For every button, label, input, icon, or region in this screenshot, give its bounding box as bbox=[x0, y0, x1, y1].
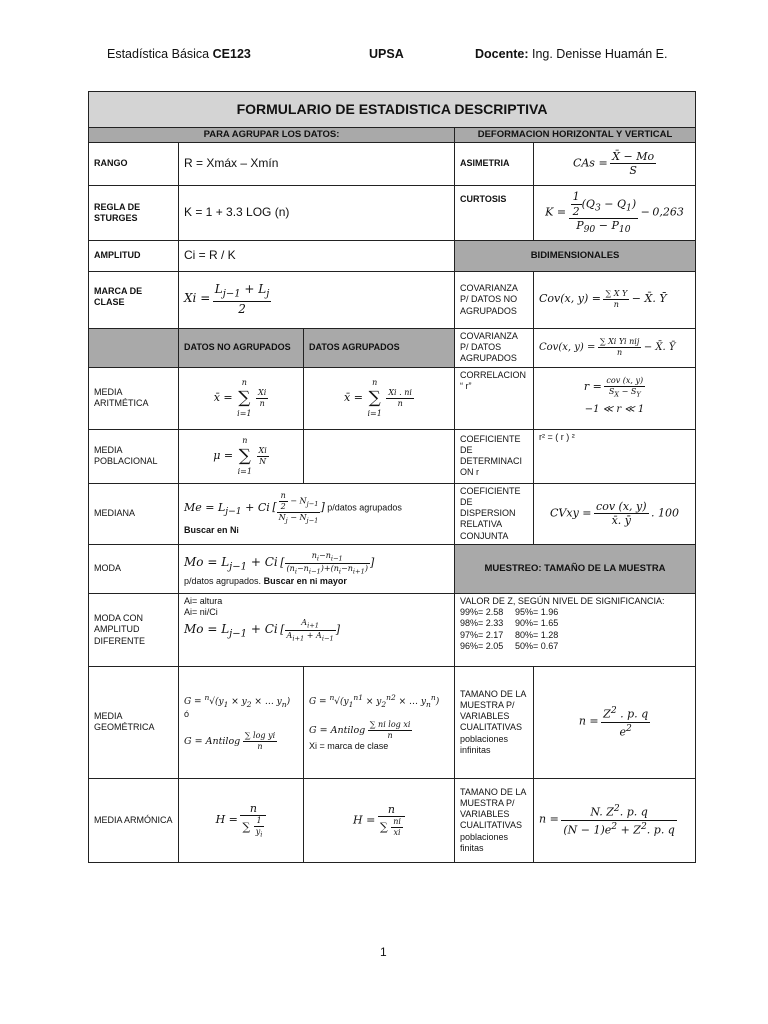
right-section-header: DEFORMACION HORIZONTAL Y VERTICAL bbox=[455, 128, 696, 143]
asimetria-formula: CAs = $\frac{X̄ - Mo}{S}$ bbox=[534, 142, 696, 185]
media-armonica-agrupados-formula: H = n ∑ $\frac{ni}{xi}$ bbox=[304, 778, 455, 862]
muestra-infinita-label: TAMANO DE LA MUESTRA P/ VARIABLES CUALITATIVAS poblaciones infinitas bbox=[455, 666, 534, 778]
determinacion-label: COEFICIENTE DE DETERMINACI ON r bbox=[455, 429, 534, 483]
moda-amplitud-line1: Ai= altura bbox=[184, 595, 223, 606]
covarianza-agrupados-formula: Cov(x, y) = $\frac{\text{∑ Xi Yi nij}}{n}$ − X̄. Ȳ bbox=[534, 328, 696, 367]
amplitud-formula: Ci = R / K bbox=[179, 240, 455, 271]
curtosis-label: CURTOSIS bbox=[455, 185, 534, 240]
muestra-infinita-formula: n = $\frac{Z^2 . p. q}{e^2}$ bbox=[534, 666, 696, 778]
moda-search-suffix: mayor bbox=[319, 575, 347, 586]
rango-formula: R = Xmáx – Xmín bbox=[179, 142, 455, 185]
marca-clase-label: MARCA DE CLASE bbox=[89, 271, 179, 328]
z-value: 97%= 2.17 bbox=[460, 629, 504, 640]
media-geometrica-no-agrupados-formula: $G = ^n√(y_1 \times y_2$ × … $y_n$) ó G = Antilog $\frac{\text{∑ log yi}}{n}$ bbox=[179, 666, 304, 778]
z-value: 99%= 2.58 bbox=[460, 607, 504, 618]
formulary-title: FORMULARIO DE ESTADISTICA DESCRIPTIVA bbox=[89, 92, 696, 128]
marca-clase-formula: Xi = $\frac{L_{j-1} + L_j}{2}$ bbox=[179, 271, 455, 328]
media-poblacional-formula: μ = n ∑ i=1 $\frac{Xi}{N}$ bbox=[179, 429, 304, 483]
media-poblacional-label: MEDIA POBLACIONAL bbox=[89, 429, 179, 483]
covarianza-no-agrupados-formula: Cov(x, y) = $\frac{\text{∑ X Y}}{n}$ − X̄. Ȳ bbox=[534, 271, 696, 328]
mediana-note: p/datos agrupados bbox=[327, 502, 402, 513]
correlacion-quote: “ r” bbox=[460, 380, 472, 391]
col-agrupados-header: DATOS AGRUPADOS bbox=[304, 328, 455, 367]
z-value: 96%= 2.05 bbox=[460, 640, 504, 651]
media-geometrica-xi-note: Xi = marca de clase bbox=[309, 740, 389, 751]
sturges-label: REGLA DE STURGES bbox=[89, 185, 179, 240]
muestra-finita-formula: n = $\frac{N. Z^2. p. q}{(N - 1)e^2 + Z^2. p. q}$ bbox=[534, 778, 696, 862]
course-header bbox=[107, 47, 251, 61]
mediana-search: Buscar en N bbox=[184, 525, 237, 536]
formulary-table bbox=[88, 91, 696, 863]
moda-label: MODA bbox=[89, 544, 179, 593]
university-header bbox=[369, 47, 404, 61]
muestra-finita-label: TAMANO DE LA MUESTRA P/ VARIABLES CUALITATIVAS poblaciones finitas bbox=[455, 778, 534, 862]
determinacion-formula: r² = ( r ) ² bbox=[534, 429, 696, 483]
media-aritmetica-label: MEDIA ARITMÉTICA bbox=[89, 367, 179, 429]
media-geometrica-label: MEDIA GEOMÉTRICA bbox=[89, 666, 179, 778]
dispersion-label: COEFICIENTE DE DISPERSION RELATIVA CONJUNTA bbox=[455, 483, 534, 544]
z-values-title: VALOR DE Z, SEGÚN NIVEL DE SIGNIFICANCIA: bbox=[460, 595, 665, 606]
z-values-cell bbox=[455, 593, 696, 666]
z-value: 50%= 0.67 bbox=[515, 640, 559, 651]
moda-amplitud-formula: Ai= altura Ai= ni/Ci $Mo = L_{j-1} + Ci$ [ $\frac{A_{i+1}}{A_{i+1} + A_{i-1}}$ ] bbox=[179, 593, 455, 666]
covarianza-no-agrupados-label: COVARIANZA P/ DATOS NO AGRUPADOS bbox=[455, 271, 534, 328]
bidimensionales-header: BIDIMENSIONALES bbox=[455, 240, 696, 271]
mediana-label: MEDIANA bbox=[89, 483, 179, 544]
media-armonica-no-agrupados-formula: H = n ∑ $\frac{1}{y_i}$ bbox=[179, 778, 304, 862]
moda-formula: $Mo = L_{j-1} + Ci$ [ $\frac{n_i-n_{i-1}}{(n_i-n_{i-1})+(n_i-n_{i+1})}$ ] p/datos agrupados. Buscar en ni mayor bbox=[179, 544, 455, 593]
media-aritmetica-no-agrupados-formula: x̄ = n ∑ i=1 $\frac{Xi}{n}$ bbox=[179, 367, 304, 429]
university-name: UPSA bbox=[369, 47, 404, 61]
course-prefix: Estadística Básica bbox=[107, 47, 210, 61]
rango-label: RANGO bbox=[89, 142, 179, 185]
sturges-formula: K = 1 + 3.3 LOG (n) bbox=[179, 185, 455, 240]
media-aritmetica-agrupados-formula: x̄ = n ∑ i=1 $\frac{Xi . ni}{n}$ bbox=[304, 367, 455, 429]
amplitud-label: AMPLITUD bbox=[89, 240, 179, 271]
curtosis-formula: K = $\frac{1}{2}$ $(Q_3 - Q_1)$ $P_{90} - P_{10}$ − 0,263 bbox=[534, 185, 696, 240]
z-value: 90%= 1.65 bbox=[515, 618, 559, 629]
teacher-header bbox=[475, 47, 667, 61]
correlacion-title: CORRELACION bbox=[460, 369, 527, 380]
z-value: 80%= 1.28 bbox=[515, 629, 559, 640]
gray-cell bbox=[89, 328, 179, 367]
muestreo-header: MUESTREO: TAMAÑO DE LA MUESTRA bbox=[455, 544, 696, 593]
empty-cell bbox=[304, 429, 455, 483]
moda-amplitud-label: MODA CON AMPLITUD DIFERENTE bbox=[89, 593, 179, 666]
dispersion-formula: CVxy = $\frac{\text{cov (x, y)}}{x̄. ȳ}$ . 100 bbox=[534, 483, 696, 544]
correlacion-label bbox=[455, 367, 534, 429]
dispersion-factor: . 100 bbox=[651, 506, 680, 520]
asimetria-label: ASIMETRIA bbox=[455, 142, 534, 185]
media-geometrica-or: ó bbox=[184, 708, 190, 719]
col-no-agrupados-header: DATOS NO AGRUPADOS bbox=[179, 328, 304, 367]
moda-search: Buscar en n bbox=[263, 575, 316, 586]
left-section-header: PARA AGRUPAR LOS DATOS: bbox=[89, 128, 455, 143]
moda-amplitud-line2: Ai= ni/Ci bbox=[184, 607, 218, 618]
teacher-name: Ing. Denisse Huamán E. bbox=[531, 47, 668, 61]
page-number: 1 bbox=[380, 945, 387, 959]
media-geometrica-agrupados-formula: $G = ^n√(y_1^{n1} \times y_2^{n2}$ × … $y_n^n$) G = Antilog $\frac{\text{∑ ni log xi}}{n}$ Xi = marca de clase bbox=[304, 666, 455, 778]
correlacion-formula: r = $\frac{\text{cov (x, y)}}{S_X - S_Y}$ −1 ≪ r ≪ 1 bbox=[534, 367, 696, 429]
z-value: 95%= 1.96 bbox=[515, 607, 559, 618]
course-code: CE123 bbox=[212, 47, 251, 61]
covarianza-agrupados-label: COVARIANZA P/ DATOS AGRUPADOS bbox=[455, 328, 534, 367]
mediana-formula: $Me = L_{j-1} + Ci$ [ $\frac{n}{2}$ − $N_{j-1}$ $N_j - N_{j-1}$ ] p/datos agrupados Buscar en Ni bbox=[179, 483, 455, 544]
moda-note: p/datos agrupados. bbox=[184, 575, 262, 586]
teacher-label: Docente: bbox=[475, 47, 529, 61]
curtosis-constant: 0,263 bbox=[652, 205, 684, 219]
z-value: 98%= 2.33 bbox=[460, 618, 504, 629]
media-armonica-label: MEDIA ARMÓNICA bbox=[89, 778, 179, 862]
